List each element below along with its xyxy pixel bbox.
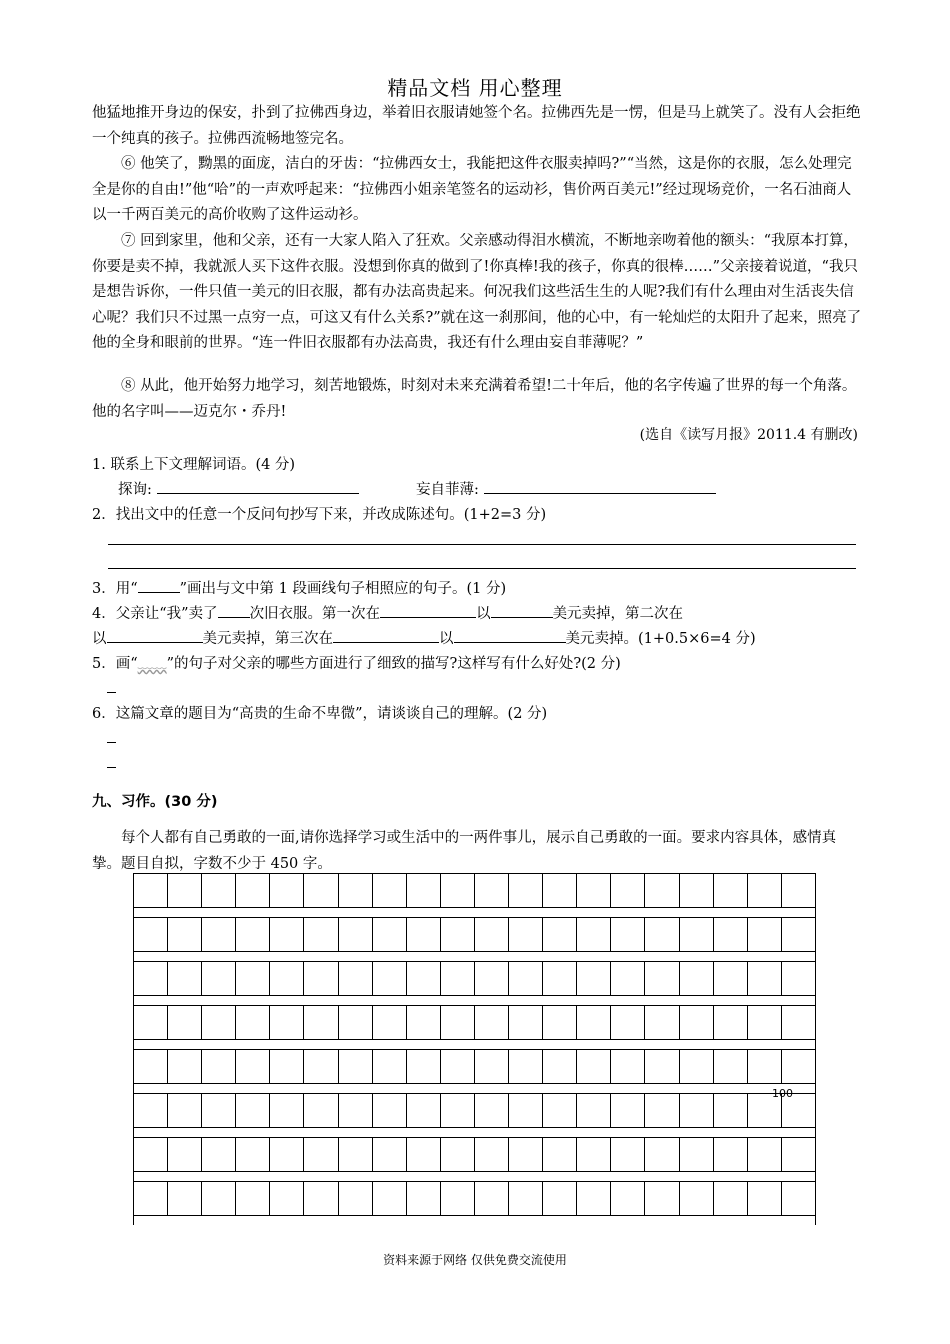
grid-cell[interactable] (644, 1138, 678, 1171)
grid-row-gap (133, 908, 816, 917)
grid-cell[interactable] (303, 1094, 337, 1127)
grid-cell[interactable] (542, 1138, 576, 1171)
question-1-item-a (118, 478, 359, 499)
grid-cell[interactable] (679, 1094, 713, 1127)
grid-cell[interactable] (303, 1182, 337, 1215)
grid-cell[interactable] (303, 962, 337, 995)
grid-cell[interactable] (372, 918, 406, 951)
grid-cell[interactable] (747, 918, 781, 951)
grid-row-gap (133, 1040, 816, 1049)
answer-blank[interactable] (157, 478, 359, 494)
grid-cell[interactable] (576, 1182, 610, 1215)
grid-cell[interactable] (338, 962, 372, 995)
grid-cell[interactable] (576, 1138, 610, 1171)
grid-cell[interactable] (372, 1182, 406, 1215)
grid-cell[interactable] (269, 962, 303, 995)
grid-cell[interactable] (406, 1182, 440, 1215)
answer-line[interactable] (108, 568, 856, 569)
grid-cell[interactable] (679, 1182, 713, 1215)
grid-cell[interactable] (134, 962, 167, 995)
grid-cell[interactable] (747, 1050, 781, 1083)
grid-cell[interactable] (679, 1006, 713, 1039)
grid-cell[interactable] (303, 874, 337, 907)
grid-cell[interactable] (167, 1094, 201, 1127)
grid-cell[interactable] (167, 1050, 201, 1083)
grid-cell[interactable] (781, 1138, 815, 1171)
grid-cell[interactable] (303, 1138, 337, 1171)
grid-row (133, 1049, 816, 1084)
grid-cell[interactable] (338, 1182, 372, 1215)
grid-cell[interactable] (406, 1138, 440, 1171)
grid-cell[interactable] (167, 1138, 201, 1171)
passage-paragraph-7: ⑦ 回到家里，他和父亲，还有一大家人陷入了狂欢。父亲感动得泪水横流，不断地亲吻着他的额头：“我原本打算，你要是卖不掉，我就派人买下这件衣服。没想到你真的做到了!你真棒!我的孩子，你真的很棒……”父亲接着说道，“我只是想告诉你，一件只值一美元的旧衣服，都有办法高贵起来。何况我们这些活生生的人呢?我们有什么理由对生活丧失信心呢？我们只不过黑一点穷一点，可这又有什么关系?”就在这一刹那间，他的心中，有一轮灿烂的太阳升了起来，照亮了他的全身和眼前的世界。“连一件旧衣服都有办法高贵，我还有什么理由妄自菲薄呢？” (92, 233, 862, 351)
grid-cell[interactable] (134, 1006, 167, 1039)
question-1-item-b (416, 478, 716, 499)
grid-cell[interactable] (338, 1138, 372, 1171)
answer-mark[interactable] (107, 767, 116, 768)
source-citation: (选自《读写月报》2011.4 有删改) (639, 427, 858, 443)
grid-cell[interactable] (610, 1006, 644, 1039)
question-4-text: 4．父亲让“我”卖了 (92, 606, 218, 622)
grid-cell[interactable] (644, 962, 678, 995)
grid-cell[interactable] (201, 1182, 235, 1215)
grid-cell[interactable] (508, 1094, 542, 1127)
grid-cell[interactable] (576, 874, 610, 907)
answer-mark[interactable] (107, 692, 116, 693)
wavy-line-sample: ﹏﹏ (137, 656, 167, 672)
grid-cell[interactable] (542, 1182, 576, 1215)
question-4-text: 以 (439, 631, 454, 647)
grid-cell[interactable] (338, 874, 372, 907)
grid-cell[interactable] (781, 918, 815, 951)
grid-cell[interactable] (440, 962, 474, 995)
grid-cell[interactable] (781, 874, 815, 907)
grid-cell[interactable] (235, 918, 269, 951)
grid-cell[interactable] (747, 1006, 781, 1039)
grid-row (133, 1005, 816, 1040)
word-count-marker: 100 (772, 1087, 793, 1100)
answer-blank[interactable] (454, 627, 566, 643)
grid-cell[interactable] (338, 1094, 372, 1127)
grid-cell[interactable] (406, 1006, 440, 1039)
question-2: 2．找出文中的任意一个反问句抄写下来，并改成陈述句。(1+2=3 分) (92, 507, 547, 523)
grid-cell[interactable] (644, 874, 678, 907)
grid-row (133, 1093, 816, 1128)
grid-row-gap (133, 1172, 816, 1181)
answer-blank[interactable] (491, 602, 553, 618)
grid-row (133, 873, 816, 908)
grid-cell[interactable] (474, 874, 508, 907)
grid-cell[interactable] (201, 1050, 235, 1083)
grid-cell[interactable] (610, 1050, 644, 1083)
grid-cell[interactable] (576, 918, 610, 951)
grid-cell[interactable] (440, 1050, 474, 1083)
grid-cell[interactable] (201, 1138, 235, 1171)
grid-cell[interactable] (372, 874, 406, 907)
grid-cell[interactable] (679, 962, 713, 995)
grid-cell[interactable] (542, 1050, 576, 1083)
grid-cell[interactable] (576, 1006, 610, 1039)
grid-cell[interactable] (406, 962, 440, 995)
grid-cell[interactable] (303, 1006, 337, 1039)
grid-cell[interactable] (134, 874, 167, 907)
grid-cell[interactable] (372, 1138, 406, 1171)
grid-cell[interactable] (372, 962, 406, 995)
grid-cell[interactable] (508, 1138, 542, 1171)
grid-cell[interactable] (440, 1006, 474, 1039)
passage-paragraph-8: ⑧ 从此，他开始努力地学习，刻苦地锻炼，时刻对未来充满着希望!二十年后，他的名字传遍了世界的每一个角落。他的名字叫——迈克尔・乔丹! (92, 378, 857, 420)
grid-cell[interactable] (440, 1182, 474, 1215)
grid-cell[interactable] (269, 1006, 303, 1039)
grid-cell[interactable] (269, 918, 303, 951)
question-4-text: 美元卖掉。(1+0.5×6=4 分) (565, 631, 756, 647)
grid-cell[interactable] (440, 1138, 474, 1171)
grid-cell[interactable] (167, 918, 201, 951)
page-header: 精品文档 用心整理 (387, 76, 563, 100)
grid-cell[interactable] (474, 918, 508, 951)
grid-row-gap (133, 952, 816, 961)
grid-cell[interactable] (713, 1094, 747, 1127)
grid-cell[interactable] (679, 1050, 713, 1083)
question-4-text: 以 (476, 606, 491, 622)
grid-row-gap (133, 1084, 816, 1093)
grid-cell[interactable] (576, 962, 610, 995)
grid-cell[interactable] (781, 1006, 815, 1039)
grid-cell[interactable] (201, 918, 235, 951)
question-6: 6．这篇文章的题目为“高贵的生命不卑微”，请谈谈自己的理解。(2 分) (92, 706, 548, 722)
grid-cell[interactable] (713, 874, 747, 907)
grid-cell[interactable] (713, 962, 747, 995)
answer-blank[interactable] (333, 627, 439, 643)
grid-cell[interactable] (713, 1182, 747, 1215)
question-4-text: 次旧衣服。第一次在 (249, 606, 381, 622)
question-4-line-1 (92, 602, 683, 623)
grid-cell[interactable] (269, 1050, 303, 1083)
grid-cell[interactable] (167, 962, 201, 995)
grid-cell[interactable] (372, 1006, 406, 1039)
grid-cell[interactable] (679, 1138, 713, 1171)
grid-cell[interactable] (134, 918, 167, 951)
grid-cell[interactable] (542, 918, 576, 951)
grid-cell[interactable] (167, 1006, 201, 1039)
grid-cell[interactable] (303, 1050, 337, 1083)
grid-cell[interactable] (474, 1138, 508, 1171)
grid-cell[interactable] (542, 1006, 576, 1039)
grid-cell[interactable] (542, 1094, 576, 1127)
question-3 (92, 577, 506, 598)
grid-cell[interactable] (406, 918, 440, 951)
grid-cell[interactable] (610, 874, 644, 907)
grid-cell[interactable] (644, 1182, 678, 1215)
grid-cell[interactable] (134, 1050, 167, 1083)
answer-mark[interactable] (107, 742, 116, 743)
passage-paragraph-6: ⑥ 他笑了，黝黑的面庞，洁白的牙齿：“拉佛西女士，我能把这件衣服卖掉吗?”“当然，这是你的衣服，怎么处理完全是你的自由!”他“哈”的一声欢呼起来：“拉佛西小姐亲笔签名的运动衫，售价两百美元!”经过现场竞价，一名石油商人以一千两百美元的高价收购了这件运动衫。 (92, 156, 852, 223)
grid-cell[interactable] (303, 918, 337, 951)
grid-cell[interactable] (235, 1006, 269, 1039)
grid-cell[interactable] (508, 1050, 542, 1083)
grid-cell[interactable] (134, 1094, 167, 1127)
grid-cell[interactable] (269, 1182, 303, 1215)
answer-blank[interactable] (380, 602, 476, 618)
grid-row-gap (133, 1216, 816, 1225)
grid-cell[interactable] (713, 1050, 747, 1083)
grid-row (133, 961, 816, 996)
question-5-suffix: ”的句子对父亲的哪些方面进行了细致的描写?这样写有什么好处?(2 分) (166, 656, 621, 672)
grid-cell[interactable] (508, 874, 542, 907)
grid-cell[interactable] (134, 1138, 167, 1171)
grid-row-gap (133, 996, 816, 1005)
term-label: 妄自菲薄: (416, 482, 479, 498)
grid-cell[interactable] (644, 1050, 678, 1083)
question-3-suffix: ”画出与文中第 1 段画线句子相照应的句子。(1 分) (179, 581, 507, 597)
passage-paragraph-1: 他猛地推开身边的保安，扑到了拉佛西身边，举着旧衣服请她签个名。拉佛西先是一愣，但是马上就笑了。没有人会拒绝一个纯真的孩子。拉佛西流畅地签完名。 (92, 105, 861, 147)
page-footer: 资料来源于网络 仅供免费交流使用 (383, 1253, 567, 1267)
grid-cell[interactable] (679, 874, 713, 907)
grid-cell[interactable] (406, 874, 440, 907)
grid-cell[interactable] (542, 962, 576, 995)
grid-cell[interactable] (338, 1006, 372, 1039)
grid-cell[interactable] (440, 1094, 474, 1127)
grid-cell[interactable] (747, 1182, 781, 1215)
answer-blank[interactable] (484, 478, 716, 494)
grid-cell[interactable] (167, 874, 201, 907)
grid-cell[interactable] (372, 1094, 406, 1127)
grid-cell[interactable] (713, 1006, 747, 1039)
writing-prompt: 每个人都有自己勇敢的一面,请你选择学习或生活中的一两件事儿，展示自己勇敢的一面。要求内容具体，感情真挚。题目自拟，字数不少于 450 字。 (92, 830, 837, 872)
grid-row (133, 917, 816, 952)
grid-cell[interactable] (134, 1182, 167, 1215)
grid-cell[interactable] (167, 1182, 201, 1215)
grid-cell[interactable] (201, 1006, 235, 1039)
grid-cell[interactable] (747, 1138, 781, 1171)
grid-cell[interactable] (235, 1138, 269, 1171)
grid-cell[interactable] (610, 1138, 644, 1171)
section-heading: 九、习作。(30 分) (92, 794, 218, 810)
grid-cell[interactable] (747, 874, 781, 907)
question-1: 1. 联系上下文理解词语。(4 分) (92, 457, 296, 473)
grid-cell[interactable] (269, 1094, 303, 1127)
grid-row (133, 1181, 816, 1216)
grid-cell[interactable] (338, 918, 372, 951)
answer-blank[interactable] (107, 627, 203, 643)
grid-cell[interactable] (235, 1094, 269, 1127)
grid-cell[interactable] (508, 918, 542, 951)
grid-cell[interactable] (201, 1094, 235, 1127)
question-5 (92, 652, 621, 673)
grid-cell[interactable] (713, 1138, 747, 1171)
answer-line[interactable] (108, 544, 856, 545)
grid-cell[interactable] (644, 1006, 678, 1039)
question-4-text: 以 (92, 631, 107, 647)
grid-cell[interactable] (474, 962, 508, 995)
grid-cell[interactable] (440, 874, 474, 907)
grid-cell[interactable] (781, 962, 815, 995)
grid-cell[interactable] (508, 1182, 542, 1215)
grid-cell[interactable] (610, 962, 644, 995)
grid-cell[interactable] (508, 962, 542, 995)
question-4-line-2 (92, 627, 756, 648)
grid-cell[interactable] (713, 918, 747, 951)
grid-cell[interactable] (406, 1094, 440, 1127)
grid-cell[interactable] (610, 1094, 644, 1127)
grid-cell[interactable] (679, 918, 713, 951)
grid-cell[interactable] (576, 1050, 610, 1083)
grid-row (133, 1137, 816, 1172)
grid-cell[interactable] (644, 918, 678, 951)
composition-grid (133, 873, 816, 1225)
grid-cell[interactable] (644, 1094, 678, 1127)
grid-cell[interactable] (235, 874, 269, 907)
grid-cell[interactable] (508, 1006, 542, 1039)
grid-cell[interactable] (474, 1006, 508, 1039)
grid-row-gap (133, 1128, 816, 1137)
grid-cell[interactable] (542, 874, 576, 907)
grid-cell[interactable] (440, 918, 474, 951)
underline-sample (138, 577, 180, 593)
grid-cell[interactable] (235, 1182, 269, 1215)
grid-cell[interactable] (201, 874, 235, 907)
grid-cell[interactable] (269, 1138, 303, 1171)
grid-cell[interactable] (474, 1182, 508, 1215)
grid-cell[interactable] (235, 1050, 269, 1083)
grid-cell[interactable] (269, 874, 303, 907)
grid-cell[interactable] (338, 1050, 372, 1083)
grid-cell[interactable] (474, 1094, 508, 1127)
grid-cell[interactable] (474, 1050, 508, 1083)
question-5-prefix: 5．画“ (92, 656, 138, 672)
grid-cell[interactable] (372, 1050, 406, 1083)
grid-cell[interactable] (781, 1182, 815, 1215)
term-label: 探询: (118, 482, 152, 498)
grid-cell[interactable] (406, 1050, 440, 1083)
question-4-text: 美元卖掉，第三次在 (202, 631, 333, 647)
grid-cell[interactable] (610, 1182, 644, 1215)
grid-cell[interactable] (747, 962, 781, 995)
grid-cell[interactable] (235, 962, 269, 995)
grid-cell[interactable] (576, 1094, 610, 1127)
grid-cell[interactable] (201, 962, 235, 995)
grid-cell[interactable] (781, 1050, 815, 1083)
question-3-prefix: 3．用“ (92, 581, 138, 597)
grid-cell[interactable] (610, 918, 644, 951)
answer-blank[interactable] (218, 602, 250, 618)
question-4-text: 美元卖掉，第二次在 (552, 606, 684, 622)
